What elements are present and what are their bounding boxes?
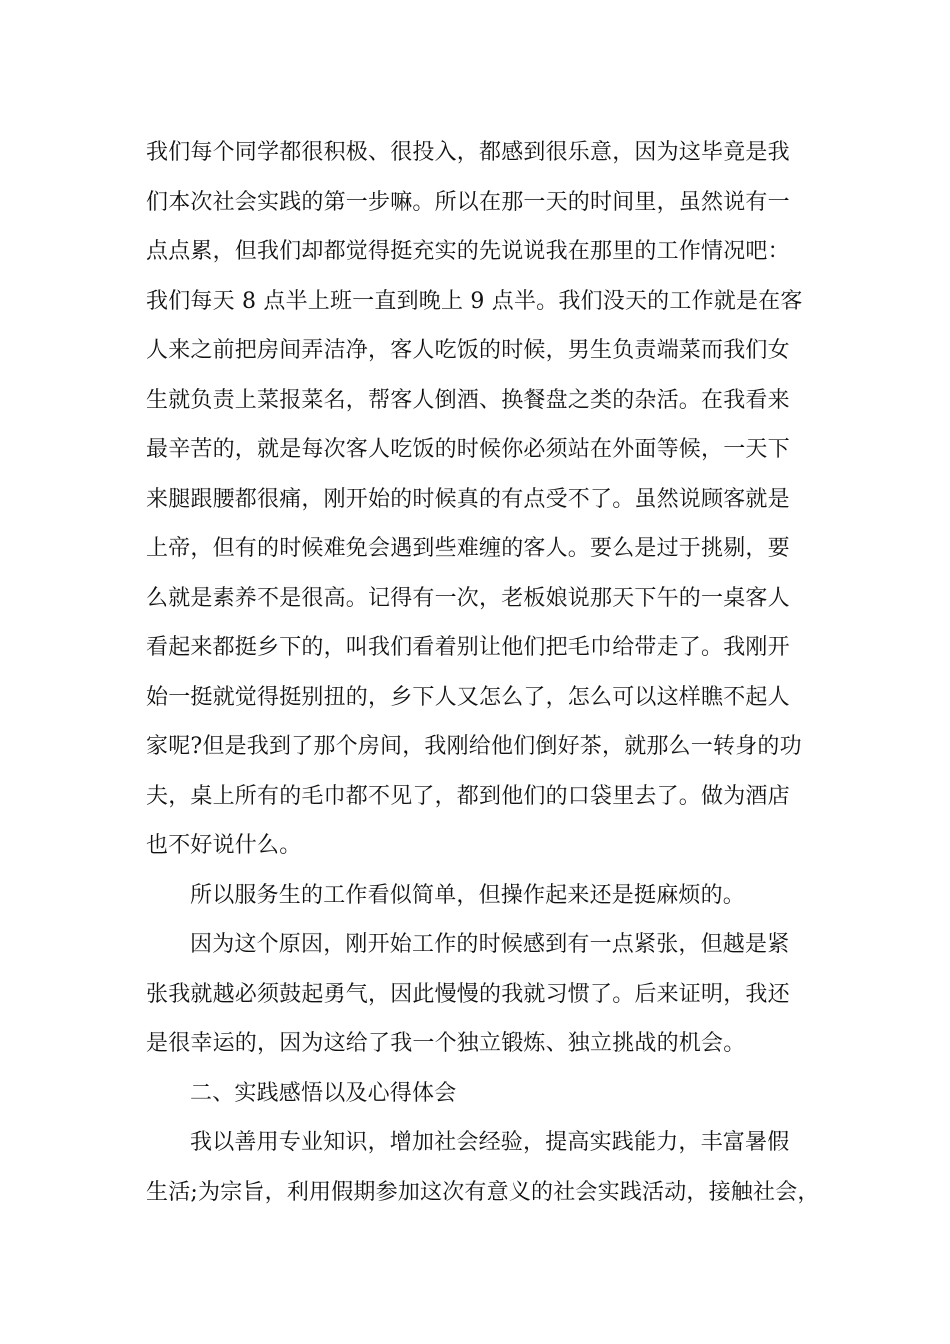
text-line: 始一挺就觉得挺别扭的，乡下人又怎么了，怎么可以这样瞧不起人 bbox=[146, 684, 790, 710]
paragraph-start-line: 因为这个原因，刚开始工作的时候感到有一点紧张，但越是紧 bbox=[190, 932, 790, 957]
text-line: 来腿跟腰都很痛，刚开始的时候真的有点受不了。虽然说顾客就是 bbox=[146, 486, 790, 512]
text-line: 家呢?但是我到了那个房间，我刚给他们倒好茶，就那么一转身的功 bbox=[146, 734, 802, 759]
text-line: 人来之前把房间弄洁净，客人吃饭的时候，男生负责端菜而我们女 bbox=[146, 338, 790, 363]
text-line: 点点累，但我们却都觉得挺充实的先说说我在那里的工作情况吧： bbox=[146, 239, 790, 264]
text-line: 们本次社会实践的第一步嘛。所以在那一天的时间里，虽然说有一 bbox=[146, 189, 790, 215]
text-line: 生就负责上菜报菜名，帮客人倒酒、换餐盘之类的杂活。在我看来 bbox=[146, 387, 790, 413]
text-line: 张我就越必须鼓起勇气，因此慢慢的我就习惯了。后来证明，我还 bbox=[146, 981, 790, 1007]
text-line: 是很幸运的，因为这给了我一个独立锻炼、独立挑战的机会。 bbox=[146, 1031, 746, 1056]
text-line: 我们每个同学都很积极、很投入，都感到很乐意，因为这毕竟是我 bbox=[146, 140, 790, 165]
text-line: 也不好说什么。 bbox=[146, 833, 302, 858]
section-heading: 二、实践感悟以及心得体会 bbox=[190, 1080, 457, 1106]
paragraph-start-line: 所以服务生的工作看似简单，但操作起来还是挺麻烦的。 bbox=[190, 882, 746, 908]
text-line: 我们每天 8 点半上班一直到晚上 9 点半。我们没天的工作就是在客 bbox=[146, 288, 803, 314]
text-line: 最辛苦的，就是每次客人吃饭的时候你必须站在外面等候，一天下 bbox=[146, 437, 790, 462]
text-line: 上帝，但有的时候难免会遇到些难缠的客人。要么是过于挑剔，要 bbox=[146, 536, 790, 561]
text-line: 夫，桌上所有的毛巾都不见了，都到他们的口袋里去了。做为酒店 bbox=[146, 783, 790, 809]
text-line: 么就是素养不是很高。记得有一次，老板娘说那天下午的一桌客人 bbox=[146, 585, 790, 611]
paragraph-start-line: 我以善用专业知识，增加社会经验，提高实践能力，丰富暑假 bbox=[190, 1130, 790, 1155]
document-body bbox=[146, 128, 826, 1217]
text-line: 生活;为宗旨，利用假期参加这次有意义的社会实践活动，接触社会， bbox=[146, 1179, 820, 1205]
text-line: 看起来都挺乡下的，叫我们看着别让他们把毛巾给带走了。我刚开 bbox=[146, 635, 790, 660]
